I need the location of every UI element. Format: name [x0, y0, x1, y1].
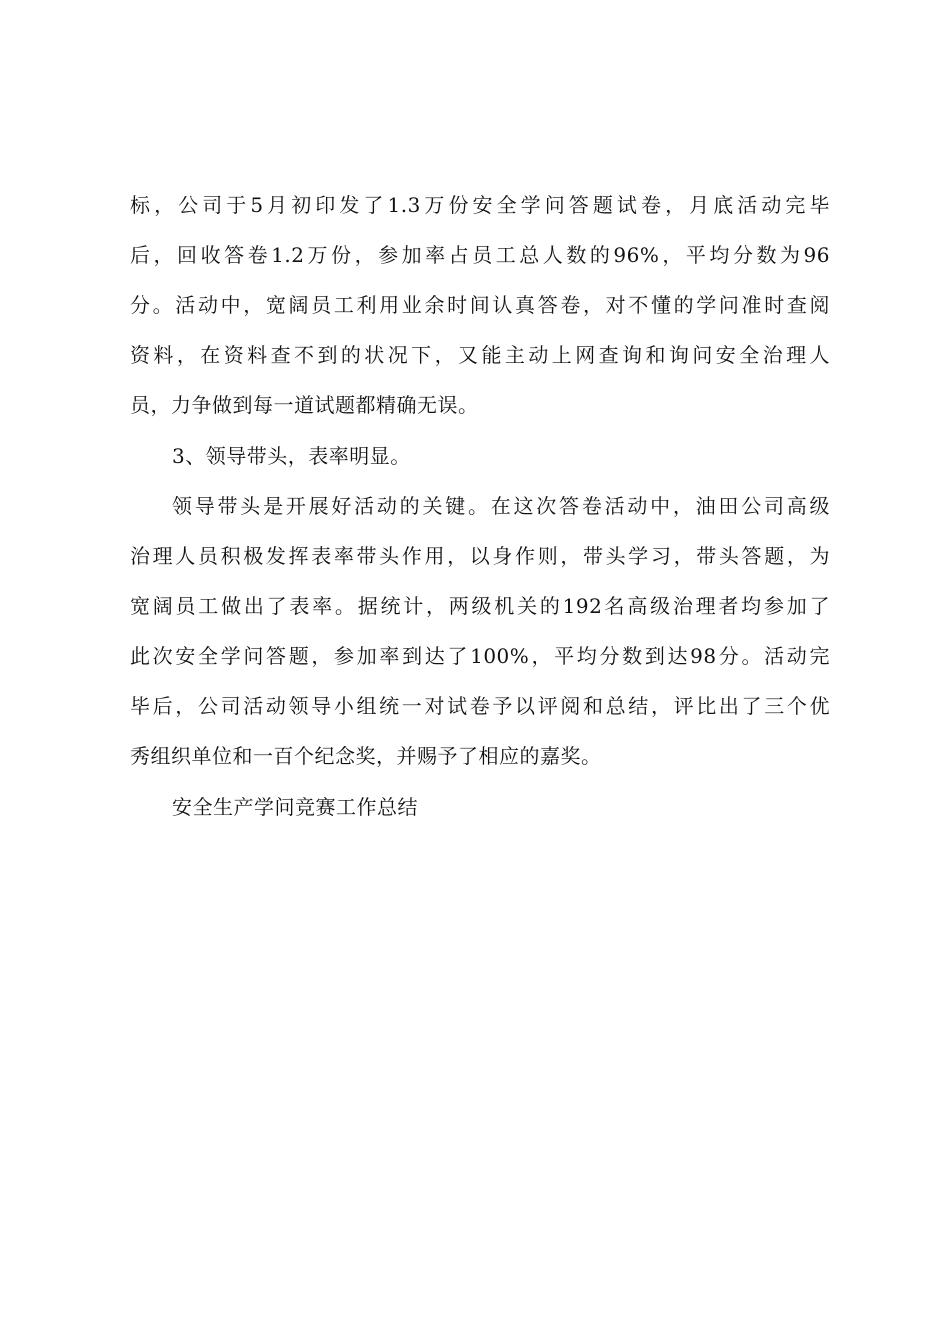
paragraph-line-9: 此次安全学问答题，参加率到达了100%，平均分数到达98分。活动完 [130, 644, 830, 668]
document-title-line: 安全生产学问竞赛工作总结 [172, 795, 418, 819]
paragraph-line-1: 标，公司于5月初印发了1.3万份安全学问答题试卷，月底活动完毕 [130, 193, 830, 217]
paragraph-line-4: 资料，在资料查不到的状况下，又能主动上网查询和询问安全治理人 [130, 343, 830, 367]
paragraph-line-2: 后，回收答卷1.2万份，参加率占员工总人数的96%，平均分数为96 [130, 243, 830, 267]
paragraph-line-5: 员，力争做到每一道试题都精确无误。 [130, 393, 479, 417]
section-heading: 3、领导带头，表率明显。 [172, 444, 411, 468]
paragraph-line-10: 毕后，公司活动领导小组统一对试卷予以评阅和总结，评比出了三个优 [130, 694, 830, 718]
paragraph-line-7: 治理人员积极发挥表率带头作用，以身作则，带头学习，带头答题，为 [130, 544, 830, 568]
paragraph-line-3: 分。活动中，宽阔员工利用业余时间认真答卷，对不懂的学问准时查阅 [130, 293, 830, 317]
paragraph-line-8: 宽阔员工做出了表率。据统计，两级机关的192名高级治理者均参加了 [130, 594, 830, 618]
paragraph-line-6: 领导带头是开展好活动的关键。在这次答卷活动中，油田公司高级 [172, 494, 830, 518]
paragraph-line-11: 秀组织单位和一百个纪念奖，并赐予了相应的嘉奖。 [130, 744, 602, 768]
